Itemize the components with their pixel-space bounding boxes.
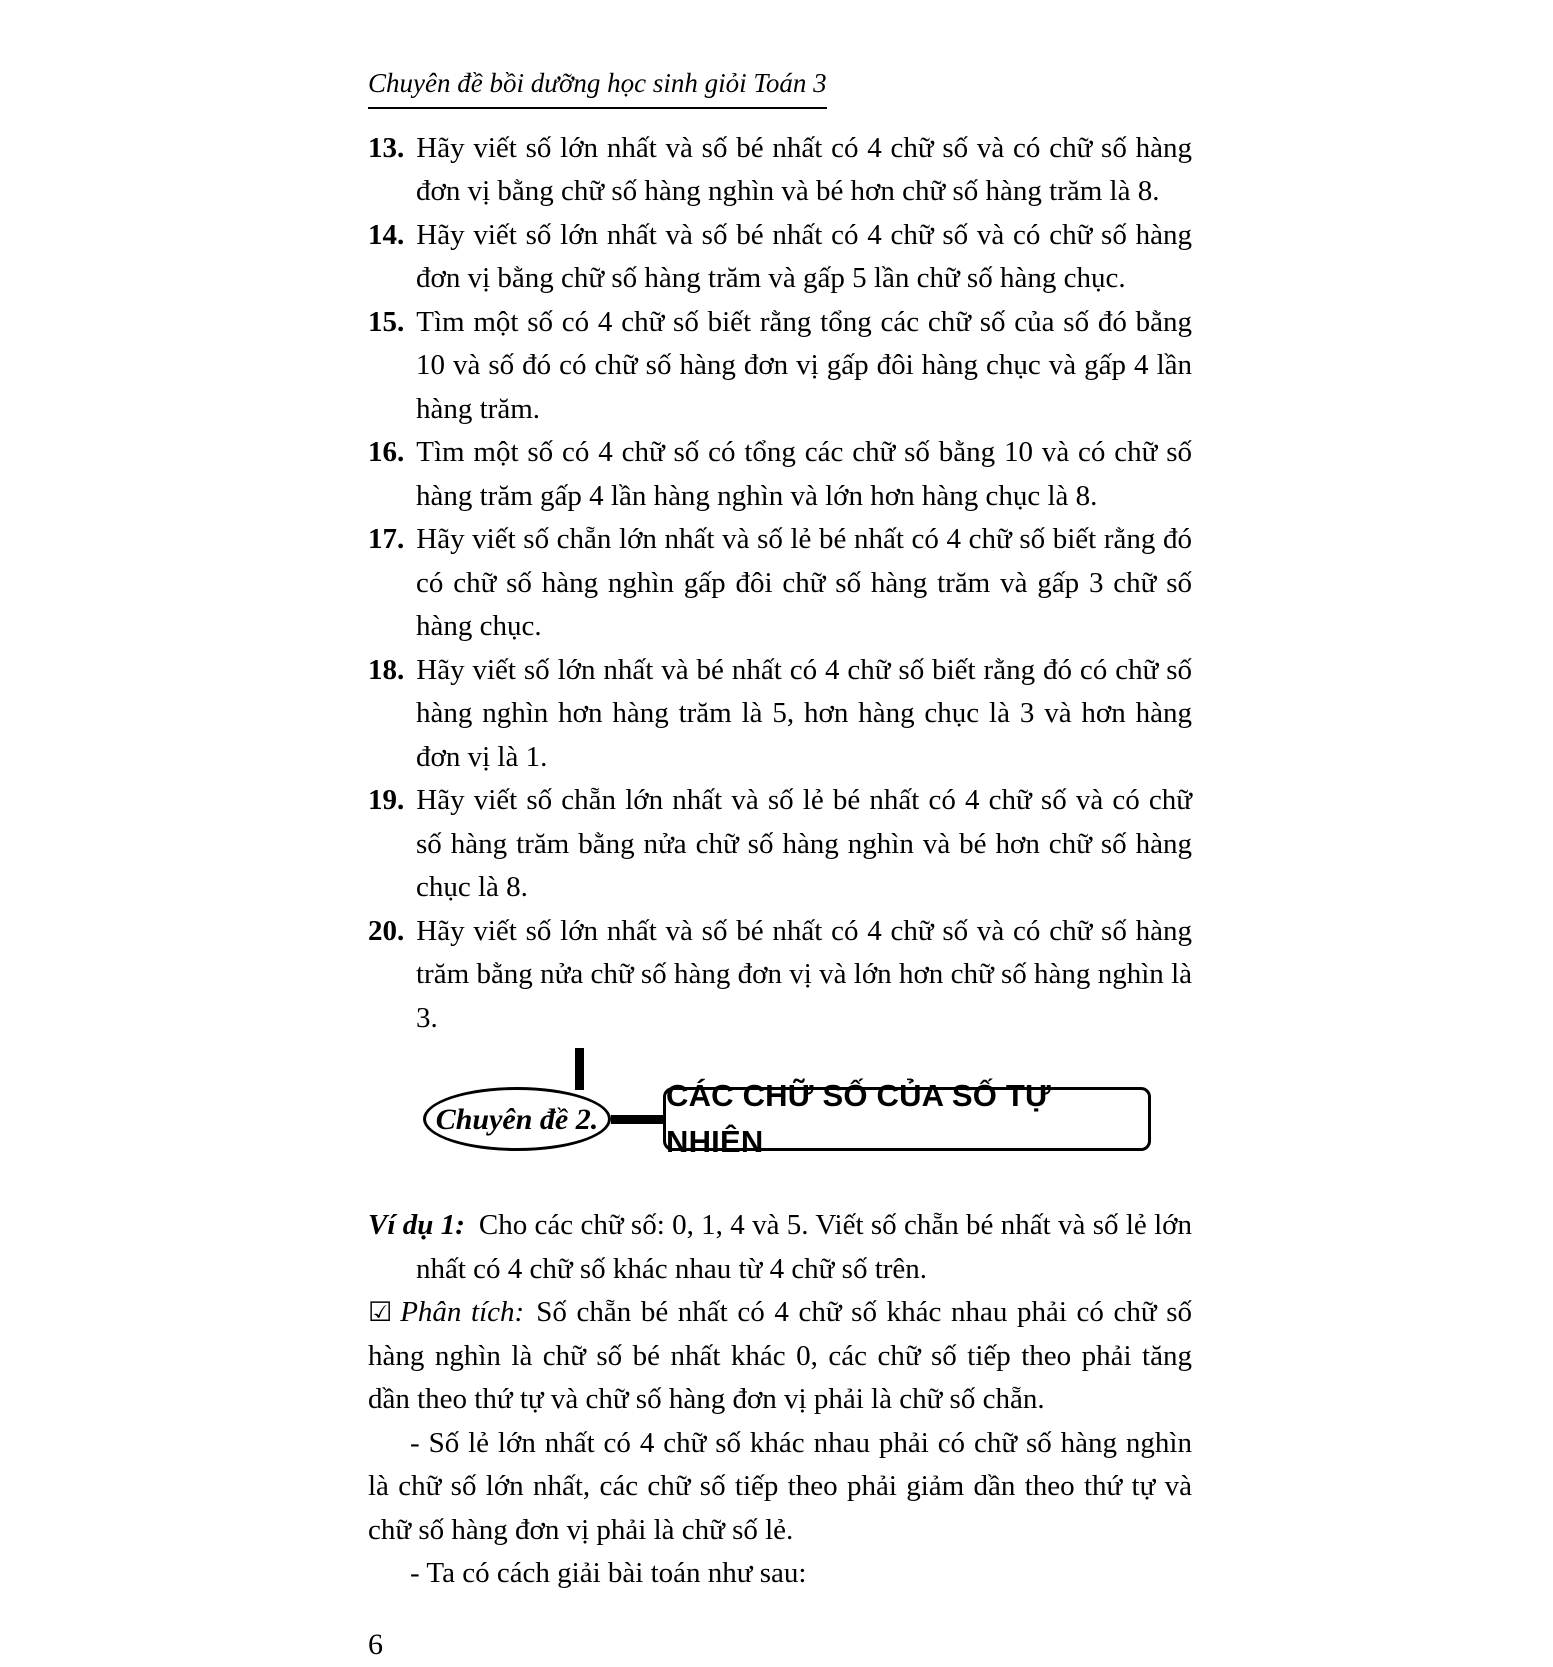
problem-list bbox=[368, 127, 1192, 1041]
problem-number: 15. bbox=[368, 305, 405, 338]
problem-text: Hãy viết số lớn nhất và số bé nhất có 4 chữ số và có chữ số hàng đơn vị bằng chữ số hàng trăm và gấp 5 lần chữ số hàng chục. bbox=[416, 218, 1192, 294]
analysis-paragraph-3: - Ta có cách giải bài toán như sau: bbox=[410, 1557, 807, 1589]
section-title-box bbox=[663, 1077, 1151, 1159]
section-label-ellipse bbox=[423, 1087, 611, 1151]
analysis-text: Số chẵn bé nhất có 4 chữ số khác nhau phải có chữ số hàng nghìn là chữ số bé nhất khác 0, các chữ số tiếp theo phải tăng dần theo thứ tự và chữ số hàng đơn vị phải là chữ số chẵn. bbox=[368, 1296, 1192, 1415]
problem-item-13 bbox=[368, 127, 1192, 214]
problem-number: 19. bbox=[368, 784, 405, 816]
banner-connector-line bbox=[611, 1115, 663, 1124]
problem-text: Hãy viết số lớn nhất và số bé nhất có 4 chữ số và có chữ số hàng trăm bằng nửa chữ số hàng đơn vị và lớn hơn chữ số hàng nghìn là 3. bbox=[416, 914, 1192, 1034]
problem-item-20 bbox=[368, 910, 1192, 1041]
section-banner bbox=[423, 1077, 1192, 1159]
banner-tick-line bbox=[575, 1048, 584, 1090]
problem-item-14 bbox=[368, 214, 1192, 301]
page-content bbox=[368, 62, 1192, 1667]
problem-number: 16. bbox=[368, 436, 405, 468]
example-paragraph bbox=[368, 1204, 1192, 1291]
section-title: CÁC CHỮ SỐ CỦA SỐ TỰ NHIÊN bbox=[666, 1077, 1051, 1159]
problem-item-17 bbox=[368, 518, 1192, 649]
problem-item-15 bbox=[368, 301, 1192, 432]
problem-text: Hãy viết số chẵn lớn nhất và số lẻ bé nhất có 4 chữ số biết rằng đó có chữ số hàng nghìn gấp đôi chữ số hàng trăm và gấp 3 chữ số hàng chục. bbox=[416, 523, 1192, 642]
problem-number: 14. bbox=[368, 218, 405, 251]
problem-item-16 bbox=[368, 431, 1192, 518]
checked-box-icon: ☑ bbox=[368, 1297, 393, 1328]
problem-number: 17. bbox=[368, 523, 405, 555]
problem-text: Tìm một số có 4 chữ số biết rằng tổng các chữ số của số đó bằng 10 và số đó có chữ số hàng đơn vị gấp đôi hàng chục và gấp 4 lần hàng trăm. bbox=[416, 305, 1192, 425]
problem-item-18 bbox=[368, 649, 1192, 780]
analysis-paragraph-2: - Số lẻ lớn nhất có 4 chữ số khác nhau phải có chữ số hàng nghìn là chữ số lớn nhất, các chữ số tiếp theo phải giảm dần theo thứ tự và chữ số hàng đơn vị phải là chữ số lẻ. bbox=[368, 1426, 1192, 1546]
problem-text: Tìm một số có 4 chữ số có tổng các chữ số bằng 10 và có chữ số hàng trăm gấp 4 lần hàng nghìn và lớn hơn hàng chục là 8. bbox=[416, 436, 1192, 512]
running-header bbox=[368, 62, 1192, 127]
problem-text: Hãy viết số chẵn lớn nhất và số lẻ bé nhất có 4 chữ số và có chữ số hàng trăm bằng nửa chữ số hàng nghìn và bé hơn chữ số hàng chục là 8. bbox=[416, 784, 1192, 903]
section-label: Chuyên đề 2. bbox=[435, 1102, 599, 1136]
problem-text: Hãy viết số lớn nhất và bé nhất có 4 chữ số biết rằng đó có chữ số hàng nghìn hơn hàng trăm là 5, hơn hàng chục là 3 và hơn hàng đơn vị là 1. bbox=[416, 653, 1192, 773]
problem-number: 13. bbox=[368, 131, 405, 164]
problem-item-19 bbox=[368, 779, 1192, 910]
problem-number: 20. bbox=[368, 914, 405, 947]
running-header-title: Chuyên đề bồi dưỡng học sinh giỏi Toán 3 bbox=[368, 63, 827, 109]
example-lead: Ví dụ 1: bbox=[368, 1209, 465, 1241]
example-text: Cho các chữ số: 0, 1, 4 và 5. Viết số chẵn bé nhất và số lẻ lớn nhất có 4 chữ số khác nhau từ 4 chữ số trên. bbox=[416, 1209, 1193, 1285]
page-number: 6 bbox=[368, 1627, 383, 1661]
problem-text: Hãy viết số lớn nhất và số bé nhất có 4 chữ số và có chữ số hàng đơn vị bằng chữ số hàng nghìn và bé hơn chữ số hàng trăm là 8. bbox=[416, 131, 1192, 207]
analysis-paragraph bbox=[368, 1291, 1192, 1422]
analysis-lead: Phân tích: bbox=[400, 1296, 525, 1328]
problem-number: 18. bbox=[368, 653, 405, 686]
